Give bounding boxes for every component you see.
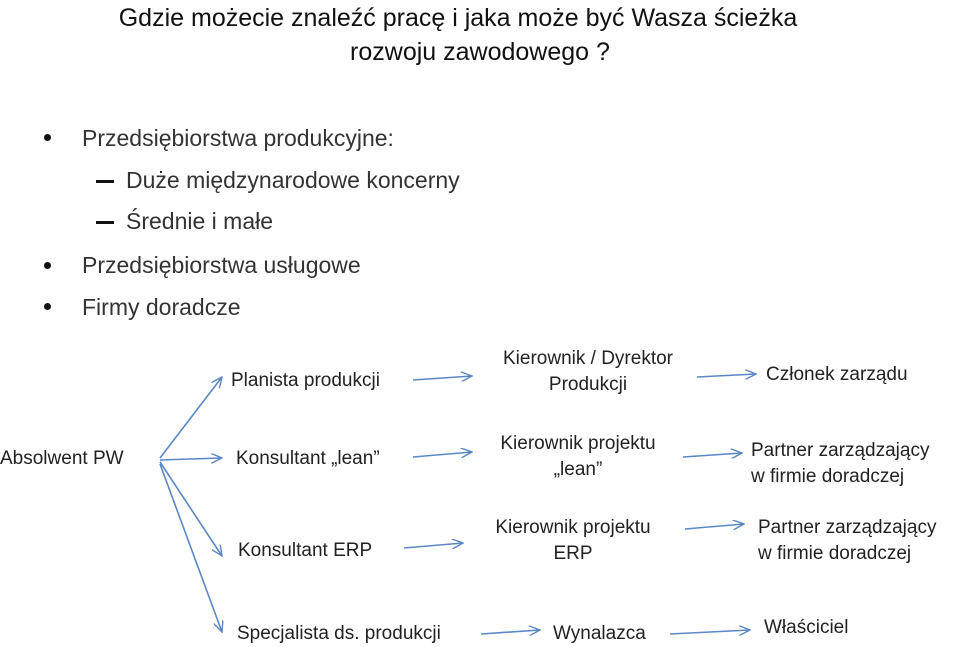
arrow-row4-step1 xyxy=(481,630,540,634)
node-planista-produkcji: Planista produkcji xyxy=(231,370,380,391)
sub-bullet-item: Duże międzynarodowe koncerny xyxy=(126,167,460,193)
bullet-item: Firmy doradcze xyxy=(82,294,241,320)
bullet-item: Przedsiębiorstwa produkcyjne: xyxy=(82,125,394,151)
node-line: Partner zarządzający xyxy=(758,517,937,538)
node-partner-zarzadzajacy-1 xyxy=(751,438,929,490)
arrow-row2-step2 xyxy=(683,453,742,457)
node-line: „lean” xyxy=(553,459,603,480)
arrow-root-to-erp xyxy=(160,462,222,556)
node-line: w firmie doradczej xyxy=(758,543,912,564)
arrow-row1-step1 xyxy=(413,376,472,380)
sub-bullet-item: Średnie i małe xyxy=(126,208,274,234)
node-line: Partner zarządzający xyxy=(751,440,930,461)
node-specjalista-ds-produkcji: Specjalista ds. produkcji xyxy=(237,623,441,644)
node-line: ERP xyxy=(553,543,593,564)
node-czlonek-zarzadu: Członek zarządu xyxy=(766,364,908,385)
node-wlasciciel: Właściciel xyxy=(764,617,849,638)
node-line: Kierownik projektu xyxy=(495,517,651,538)
node-wynalazca: Wynalazca xyxy=(553,623,646,644)
arrow-row3-step2 xyxy=(685,524,744,529)
node-kierownik-dyrektor xyxy=(468,346,708,398)
node-kierownik-projektu-lean xyxy=(468,431,688,483)
arrow-row4-step2 xyxy=(670,630,750,634)
node-kierownik-projektu-erp xyxy=(463,515,683,567)
bullet-item: Przedsiębiorstwa usługowe xyxy=(82,252,361,278)
arrow-root-to-planista xyxy=(160,377,222,458)
arrow-root-to-lean xyxy=(160,458,222,460)
node-konsultant-erp: Konsultant ERP xyxy=(238,540,373,561)
root-node-absolwent: Absolwent PW xyxy=(0,448,124,469)
node-line: w firmie doradczej xyxy=(751,466,905,487)
arrow-row3-step1 xyxy=(404,543,463,548)
slide-title-line-1: Gdzie możecie znaleźć pracę i jaka może być Wasza ścieżka xyxy=(118,4,798,32)
node-line: Produkcji xyxy=(548,374,628,395)
node-konsultant-lean: Konsultant „lean” xyxy=(236,448,380,469)
node-line: Kierownik / Dyrektor xyxy=(503,348,673,369)
arrow-root-to-specjalista xyxy=(160,464,222,632)
slide-title-line-2: rozwoju zawodowego ? xyxy=(350,38,610,66)
node-line: Kierownik projektu xyxy=(500,433,656,454)
node-partner-zarzadzajacy-2 xyxy=(758,515,936,567)
arrow-row2-step1 xyxy=(413,452,472,457)
